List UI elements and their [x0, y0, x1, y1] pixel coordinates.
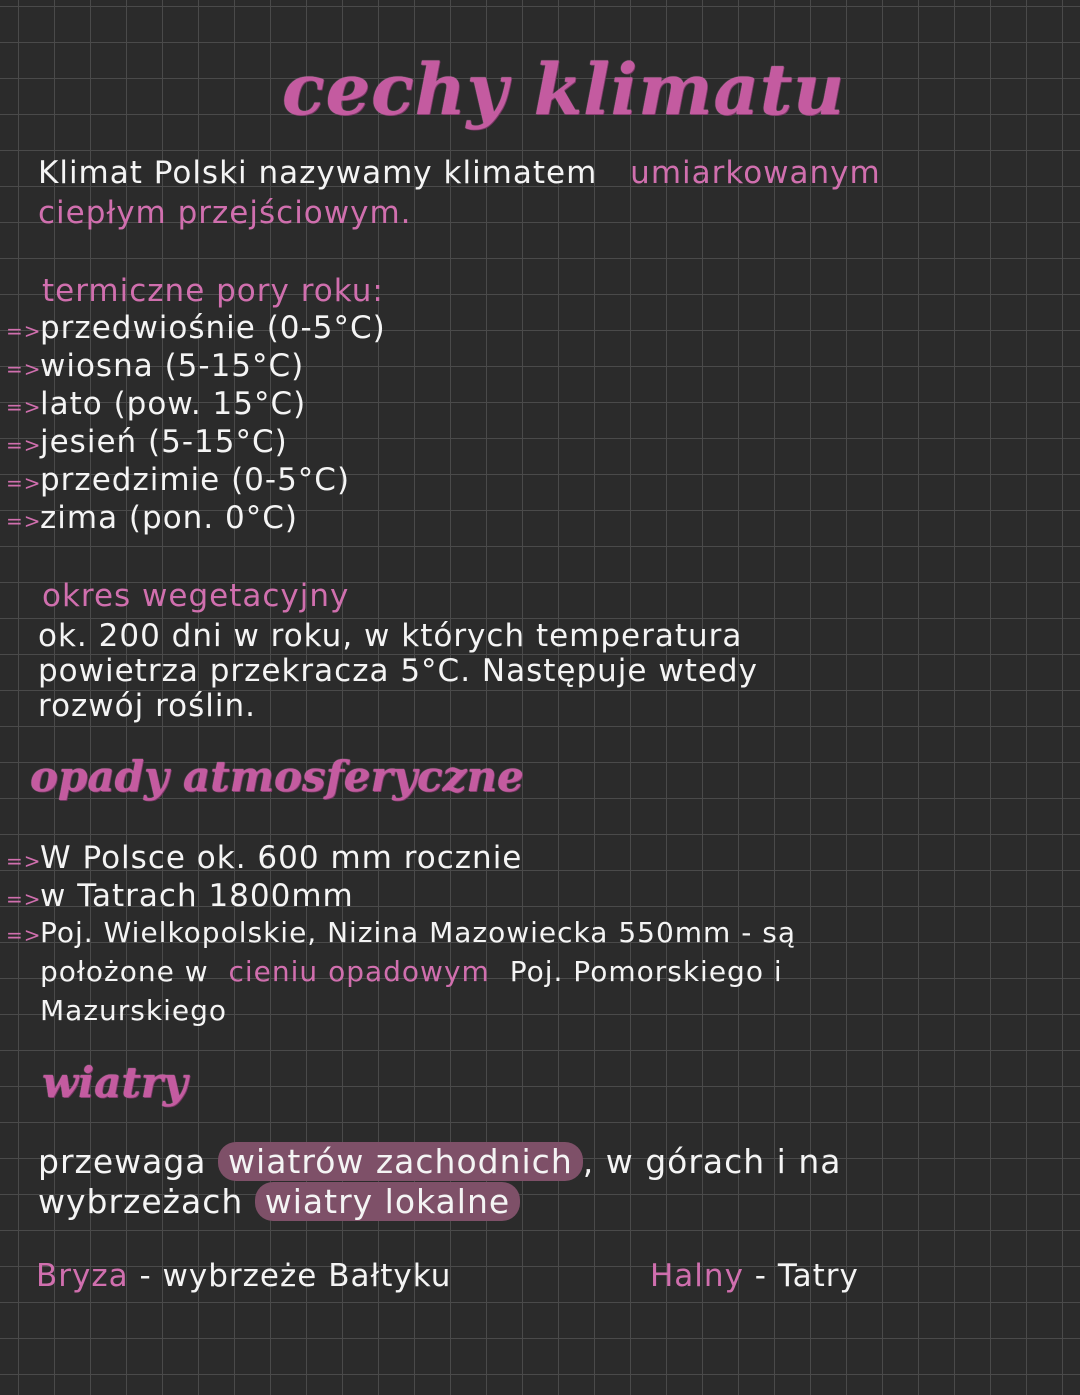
list-item: =>zima (pon. 0°C): [6, 500, 298, 536]
precipitation-line-b: położone w cieniu opadowym Poj. Pomorskiego i: [40, 955, 783, 988]
page-title: cechy klimatu: [282, 48, 846, 131]
vegetation-line-1: ok. 200 dni w roku, w których temperatura: [38, 618, 743, 654]
halny-line: Halny - Tatry: [650, 1258, 859, 1294]
winds-heading: wiatry: [42, 1058, 188, 1107]
intro-highlight: umiarkowanym: [630, 155, 881, 191]
bryza-line: Bryza - wybrzeże Bałtyku: [36, 1258, 452, 1294]
bryza-name: Bryza: [36, 1258, 129, 1294]
winds-line-2: wybrzeżach wiatry lokalne: [38, 1182, 520, 1221]
highlight-local-winds: wiatry lokalne: [255, 1182, 520, 1221]
list-item: =>Poj. Wielkopolskie, Nizina Mazowiecka 550mm - są: [6, 916, 796, 949]
intro-text: Klimat Polski nazywamy klimatem: [38, 155, 598, 191]
vegetation-line-3: rozwój roślin.: [38, 688, 256, 724]
list-item: =>przedwiośnie (0-5°C): [6, 310, 386, 346]
vegetation-line-2: powietrza przekracza 5°C. Następuje wtedy: [38, 653, 758, 689]
arrow-icon: =>: [6, 923, 42, 947]
intro-line-2: ciepłym przejściowym.: [38, 195, 412, 231]
seasons-heading: termiczne pory roku:: [42, 273, 384, 309]
rain-shadow-term: cieniu opadowym: [228, 955, 490, 988]
list-item: =>lato (pow. 15°C): [6, 386, 307, 422]
arrow-icon: =>: [6, 319, 42, 343]
arrow-icon: =>: [6, 887, 42, 911]
arrow-icon: =>: [6, 433, 42, 457]
list-item: =>W Polsce ok. 600 mm rocznie: [6, 840, 523, 876]
arrow-icon: =>: [6, 849, 42, 873]
halny-name: Halny: [650, 1258, 744, 1294]
arrow-icon: =>: [6, 395, 42, 419]
intro-line-1: [38, 155, 881, 191]
precipitation-heading: opady atmosferyczne: [30, 752, 524, 801]
list-item: =>w Tatrach 1800mm: [6, 878, 354, 914]
list-item: =>przedzimie (0-5°C): [6, 462, 351, 498]
winds-line-1: przewaga wiatrów zachodnich , w górach i na: [38, 1142, 842, 1181]
list-item: =>jesień (5-15°C): [6, 424, 288, 460]
list-item: =>wiosna (5-15°C): [6, 348, 305, 384]
highlight-westerly-winds: wiatrów zachodnich: [218, 1142, 583, 1181]
vegetation-heading: okres wegetacyjny: [42, 578, 350, 614]
arrow-icon: =>: [6, 357, 42, 381]
arrow-icon: =>: [6, 471, 42, 495]
arrow-icon: =>: [6, 509, 42, 533]
precipitation-line-c: Mazurskiego: [40, 994, 227, 1027]
